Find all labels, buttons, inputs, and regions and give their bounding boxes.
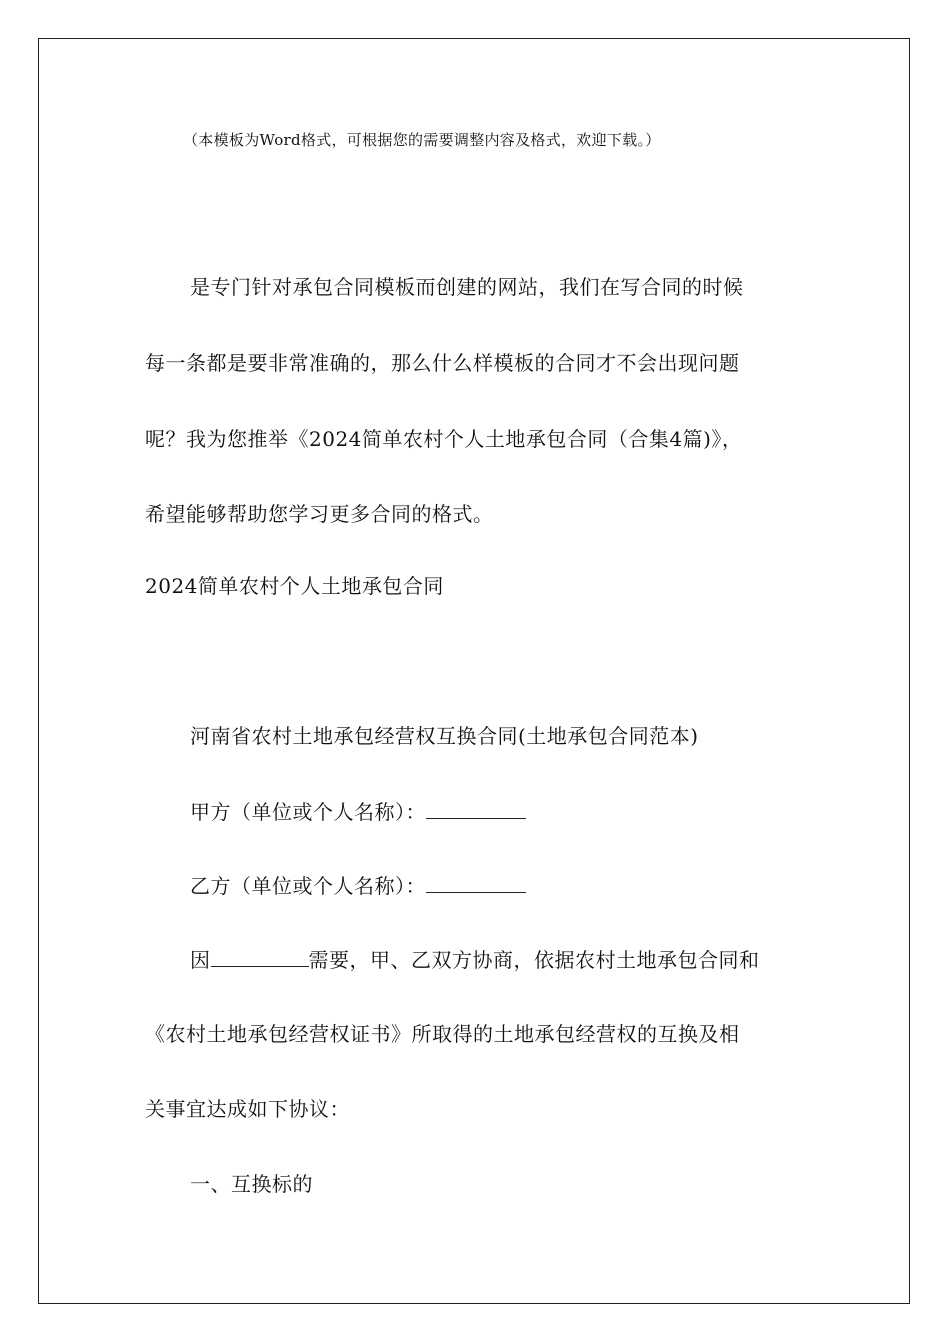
party-a-blank	[426, 800, 526, 819]
reason-prefix: 因	[190, 948, 211, 972]
contract-title: 河南省农村土地承包经营权互换合同(土地承包合同范本)	[190, 724, 699, 748]
reason-blank	[211, 948, 309, 967]
intro-line-2: 每一条都是要非常准确的，那么什么样模板的合同才不会出现问题	[145, 351, 740, 375]
reason-line-2: 《农村土地承包经营权证书》所取得的土地承包经营权的互换及相	[145, 1022, 740, 1046]
intro-line-1: 是专门针对承包合同模板而创建的网站，我们在写合同的时候	[190, 275, 744, 299]
party-b-line	[190, 874, 526, 898]
template-note: （本模板为Word格式，可根据您的需要调整内容及格式，欢迎下载。）	[183, 131, 661, 149]
reason-suffix: 需要，甲、乙双方协商，依据农村土地承包合同和	[308, 948, 760, 972]
intro-line-4: 希望能够帮助您学习更多合同的格式。	[145, 502, 494, 526]
intro-line-3: 呢？我为您推举《2024简单农村个人土地承包合同（合集4篇)》，	[145, 427, 743, 451]
party-b-blank	[426, 874, 526, 893]
section-title: 2024简单农村个人土地承包合同	[145, 574, 444, 598]
reason-line-1	[190, 948, 760, 972]
party-b-label: 乙方（单位或个人名称）：	[190, 874, 426, 898]
reason-line-3: 关事宜达成如下协议：	[145, 1097, 350, 1121]
clause-1-heading: 一、互换标的	[190, 1172, 313, 1196]
party-a-line	[190, 800, 526, 824]
party-a-label: 甲方（单位或个人名称）：	[190, 800, 426, 824]
